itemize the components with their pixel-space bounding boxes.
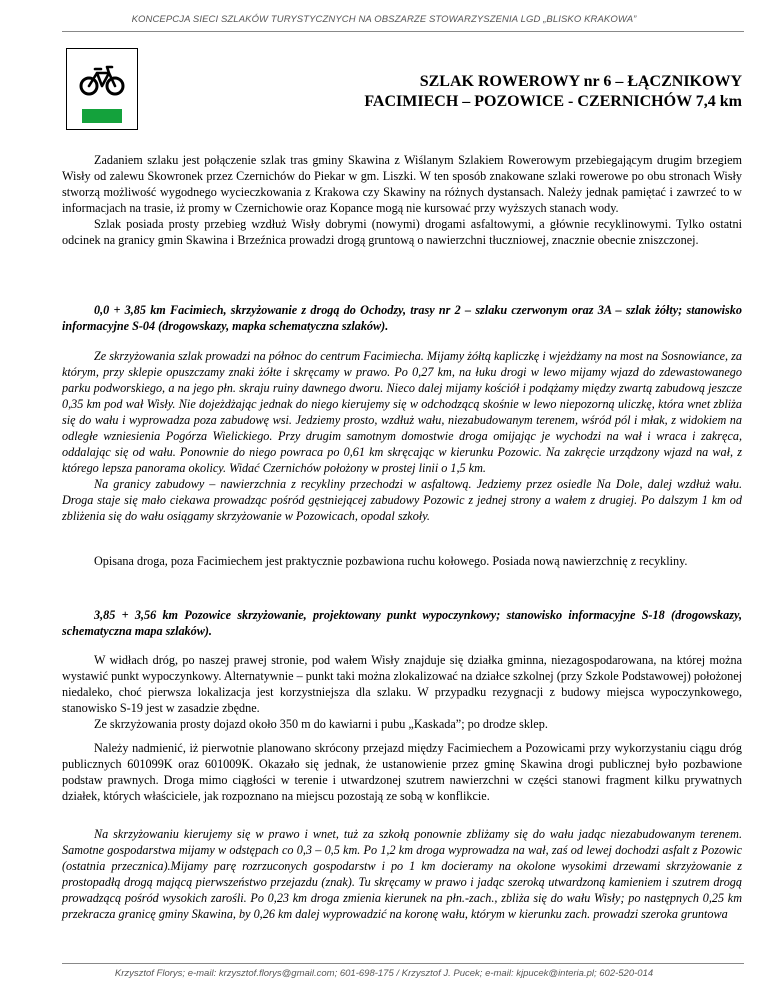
- trail-title-line1: SZLAK ROWEROWY nr 6 – ŁĄCZNIKOWY: [419, 73, 742, 90]
- page-footer: Krzysztof Florys; e-mail: krzysztof.florys@gmail.com; 601-698-175 / Krzysztof J. Pucek; e-mail: kjpucek@interia.pl; 602-520-014: [114, 968, 654, 979]
- section2-description: [62, 652, 742, 732]
- section1-paragraph: Na granicy zabudowy – nawierzchnia z recykliny przechodzi w asfaltową. Jedziemy przez osiedle Na Dole, dalej wzdłuż wału. Droga staje się mało ciekawa prowadząc pośród gęstniejącej zabudowy Pozowic z jednej strony a wałem z drugiej. Po dalszym 1 km od zbliżenia się do wału osiągamy skrzyżowanie w Pozowicach, opodal szkoły.: [62, 477, 742, 523]
- intro-text: [62, 152, 742, 248]
- bicycle-icon: [79, 63, 125, 97]
- trail-badge: [66, 48, 138, 130]
- section1-summary: Opisana droga, poza Facimiechem jest praktycznie pozbawiona ruchu kołowego. Posiada nową nawierzchnię z recykliny.: [94, 554, 688, 568]
- trail-title: [364, 72, 742, 112]
- section2-paragraph: Ze skrzyżowania prosty dojazd około 350 m do kawiarni i pubu „Kaskada”; po drodze sklep.: [94, 717, 548, 731]
- intro-paragraph: Szlak posiada prosty przebieg wzdłuż Wisły dobrymi (nowymi) drogami asfaltowymi, a głównie recyklinowymi. Tylko ostatni odcinek na granicy gmin Skawina i Brzeźnica prowadzi drogą gruntową o nawierzchni tłuczniowej, znacznie obecnie zniszczonej.: [62, 217, 742, 247]
- header-divider: [62, 31, 744, 32]
- section1-description: [62, 348, 742, 524]
- footer-divider: [62, 963, 744, 964]
- section2-heading: 3,85 + 3,56 km Pozowice skrzyżowanie, projektowany punkt wypoczynkowy; stanowisko informacyjne S-18 (drogowskazy, schematyczna mapa szlaków).: [62, 608, 742, 638]
- section1-paragraph: Ze skrzyżowania szlak prowadzi na północ do centrum Facimiecha. Mijamy żółtą kapliczkę i wjeżdżamy na most na Sosnowiance, za którym, przy sklepie opuszczamy znaki żółte i skręcamy w prawo. Po 0,27 km, na łuku drogi w lewo mijamy wjazd do zdewastowanego parku podworskiego, a na jego płn. skraju ruiny dawnego dworu. Nieco dalej mijamy kościół i podążamy między zwartą zabudową jeszcze 0,35 km pod wał Wisły. Nie dojeżdżając jednak do niego kierujemy się w odchodzącą skośnie w lewo niepozorną uliczkę, która wnet zbliża się do wału i wyprowadza poza zabudowę wsi. Jedziemy prosto, wzdłuż wału, niezabudowanym terenem, wśród pól i młak, z widokiem na odległe wzniesienia Pogórza Wielickiego. Przy drugim samotnym domostwie droga omijając je wychodzi na wał i wraca i zakręca, oddalając się od wału. Ponownie do niego powraca po 0,61 km skręcając w kierunku Pozowic. Na zakręcie urządzony wjazd na wał, z którego lepsza panorama okolicy. Widać Czernichów położony w prostej linii o 1,5 km.: [62, 349, 742, 475]
- section2-route: Na skrzyżowaniu kierujemy się w prawo i wnet, tuż za szkołą ponownie zbliżamy się do wału jadąc niezabudowanym terenem. Samotne gospodarstwa mijamy w odstępach co 0,3 – 0,5 km. Po 1,2 km droga wyprowadza na wał, zaś od lewej dochodzi asfalt z Pozowic (ostatnia przecznica).Mijamy parę rozrzuconych gospodarstw i po 1 km docieramy na okolone wysokimi drzewami skrzyżowanie z prostopadłą drogą mającą pierwszeństwo przejazdu (znak). Tu skręcamy w prawo i jadąc szeroką utwardzoną kamieniem i szutrem drogą prowadzącą pośród wysokich zarośli. Po 0,23 km droga zmienia kierunek na płn.-zach., zbliża się do wału Wisły; po następnych 0,25 km przekracza granicę gminy Skawina, by 0,26 km dalej wyprowadzić na koronę wału, którym w kierunku zach. prowadzi szeroka gruntowa: [62, 827, 742, 921]
- section1-heading: 0,0 + 3,85 km Facimiech, skrzyżowanie z drogą do Ochodzy, trasy nr 2 – szlaku czerwonym oraz 3A – szlak żółty; stanowisko informacyjne S-04 (drogowskazy, mapka schematyczna szlaków).: [62, 303, 742, 333]
- section2-paragraph: W widłach dróg, po naszej prawej stronie, pod wałem Wisły znajduje się działka gminna, niezagospodarowana, na której można wystawić punkt wypoczynkowy. Alternatywnie – punkt taki można zlokalizować na działce szkolnej (przy Szkole Podstawowej) położonej niedaleko, choć pierwsza lokalizacja jest korzystniejsza dla szlaku. W przypadku rezygnacji z budowy miejsca wypoczynkowego, stanowisko S-19 jest w zasadzie zbędne.: [62, 653, 742, 715]
- trail-title-line2: FACIMIECH – POZOWICE - CZERNICHÓW 7,4 km: [364, 93, 742, 110]
- intro-paragraph: Zadaniem szlaku jest połączenie szlak tras gminy Skawina z Wiślanym Szlakiem Rowerowym przebiegającym drugim brzegiem Wisły od zalewu Skowronek przez Czernichów do Piekar w gm. Liszki. W ten sposób znakowane szlaki rowerowe po obu stronach Wisły stworzą możliwość wygodnego wycieczkowania z Krakowa czy Skawiny na różnych dystansach. Należy jednak pamiętać i zawrzeć to w informacjach na trasie, iż promy w Czernichowie oraz Kopance mogą nie kursować przy wyższych stanach wody.: [62, 153, 742, 215]
- green-trail-mark: [82, 109, 122, 123]
- section2-note: Należy nadmienić, iż pierwotnie planowano skrócony przejazd między Facimiechem a Pozowicami przy wykorzystaniu ciągu dróg publicznych 601099K oraz 601009K. Okazało się jednak, że ustanowienie przez gminę Skawina drogi publicznej było pozbawione podstaw prawnych. Droga mimo ciągłości w terenie i utwardzonej szutrem nawierzchni w części stanowi fragment kilku prywatnych działek, których właściciele, jak rozpoznano na miejscu pozostają ze sobą w konflikcie.: [62, 741, 742, 803]
- page-header: KONCEPCJA SIECI SZLAKÓW TURYSTYCZNYCH NA OBSZARZE STOWARZYSZENIA LGD „BLISKO KRAKOWA”: [131, 14, 637, 25]
